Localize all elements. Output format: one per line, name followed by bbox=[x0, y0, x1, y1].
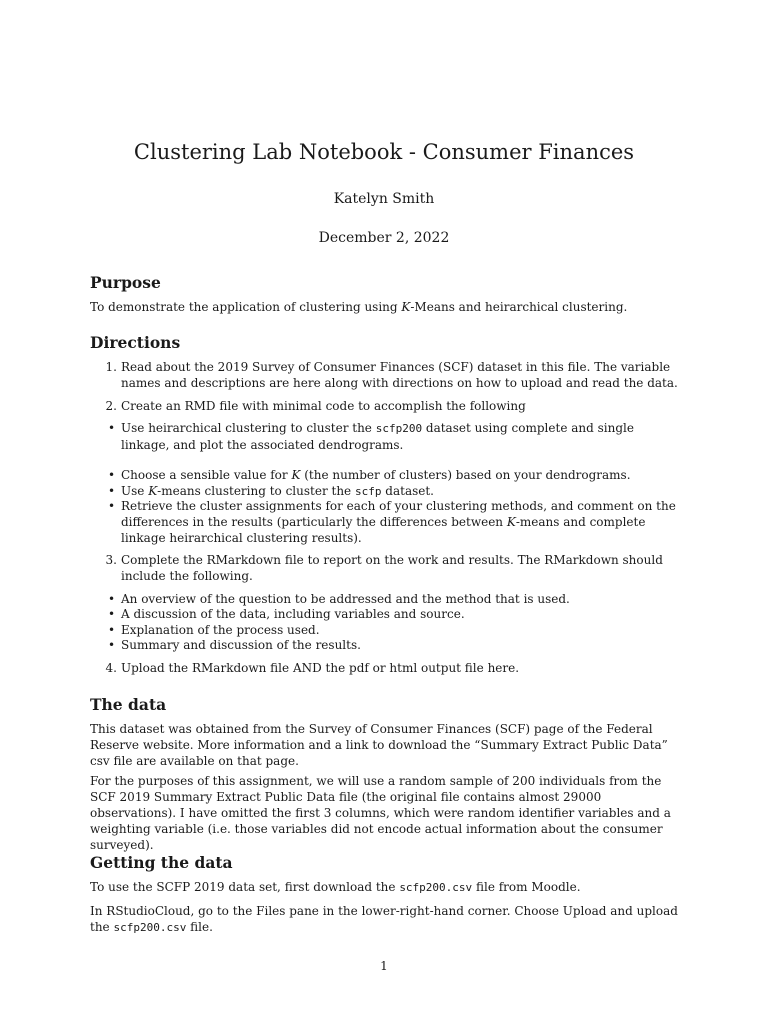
list-number: 4. bbox=[105, 661, 117, 675]
purpose-heading: Purpose bbox=[90, 273, 161, 292]
list-number: 2. bbox=[105, 399, 117, 413]
getting-data-paragraph-1: To use the SCFP 2019 data set, first download the scfp200.csv file from Moodle. bbox=[90, 880, 581, 894]
directions-item-2: 2. Create an RMD file with minimal code to accomplish the following bbox=[121, 398, 681, 414]
page-number: 1 bbox=[380, 959, 388, 973]
data-paragraph-1: This dataset was obtained from the Survey of Consumer Finances (SCF) page of the Federal Reserve website. More information and a link to download the “Summary Extract Public Data” csv file are available on that page. bbox=[90, 722, 668, 768]
document-title: Clustering Lab Notebook - Consumer Finances bbox=[133, 140, 635, 164]
directions-heading: Directions bbox=[90, 333, 181, 352]
data-paragraph-2: For the purposes of this assignment, we will use a random sample of 200 individuals from the SCF 2019 Summary Extract Public Data file (the original file contains almost 29000 observations). I have omitted the first 3 columns, which were random identifier variables and a weighting variable (i.e. those variables did not encode actual information about the consumer surveyed). bbox=[90, 774, 671, 852]
bullet-item: • Use heirarchical clustering to cluster the scfp200 dataset using complete and single linkage, and plot the associated dendrograms. bbox=[108, 421, 634, 452]
purpose-text: To demonstrate the application of clustering using K-Means and heirarchical clustering. bbox=[90, 300, 628, 314]
data-heading: The data bbox=[90, 695, 167, 714]
directions-item-4: 4. Upload the RMarkdown file AND the pdf or html output file here. bbox=[121, 660, 681, 676]
bullet-item: • A discussion of the data, including variables and source. bbox=[108, 607, 465, 621]
bullet-item: • An overview of the question to be addressed and the method that is used. bbox=[108, 592, 570, 606]
bullet-item: • Explanation of the process used. bbox=[108, 623, 320, 637]
bullet-item: • Use K-means clustering to cluster the scfp dataset. bbox=[108, 484, 434, 498]
getting-data-heading: Getting the data bbox=[90, 853, 233, 872]
bullet-item: • Choose a sensible value for K (the number of clusters) based on your dendrograms. bbox=[108, 468, 631, 482]
list-number: 3. bbox=[105, 553, 117, 567]
document-author: Katelyn Smith bbox=[333, 191, 435, 207]
bullet-item: • Summary and discussion of the results. bbox=[108, 638, 361, 652]
directions-item-1: 1. Read about the 2019 Survey of Consumer Finances (SCF) dataset in this file. The variable names and descriptions are here along with directions on how to upload and read the data. bbox=[121, 359, 681, 391]
directions-item-3: 3. Complete the RMarkdown file to report on the work and results. The RMarkdown should include the following. bbox=[121, 552, 681, 584]
document-date: December 2, 2022 bbox=[318, 230, 450, 246]
list-number: 1. bbox=[105, 360, 117, 374]
bullet-item: • Retrieve the cluster assignments for each of your clustering methods, and comment on the differences in the results (particularly the differences between K-means and complete linkage heirarchical clustering results). bbox=[108, 499, 676, 545]
getting-data-paragraph-2: In RStudioCloud, go to the Files pane in the lower-right-hand corner. Choose Upload and upload the scfp200.csv file. bbox=[90, 904, 678, 934]
